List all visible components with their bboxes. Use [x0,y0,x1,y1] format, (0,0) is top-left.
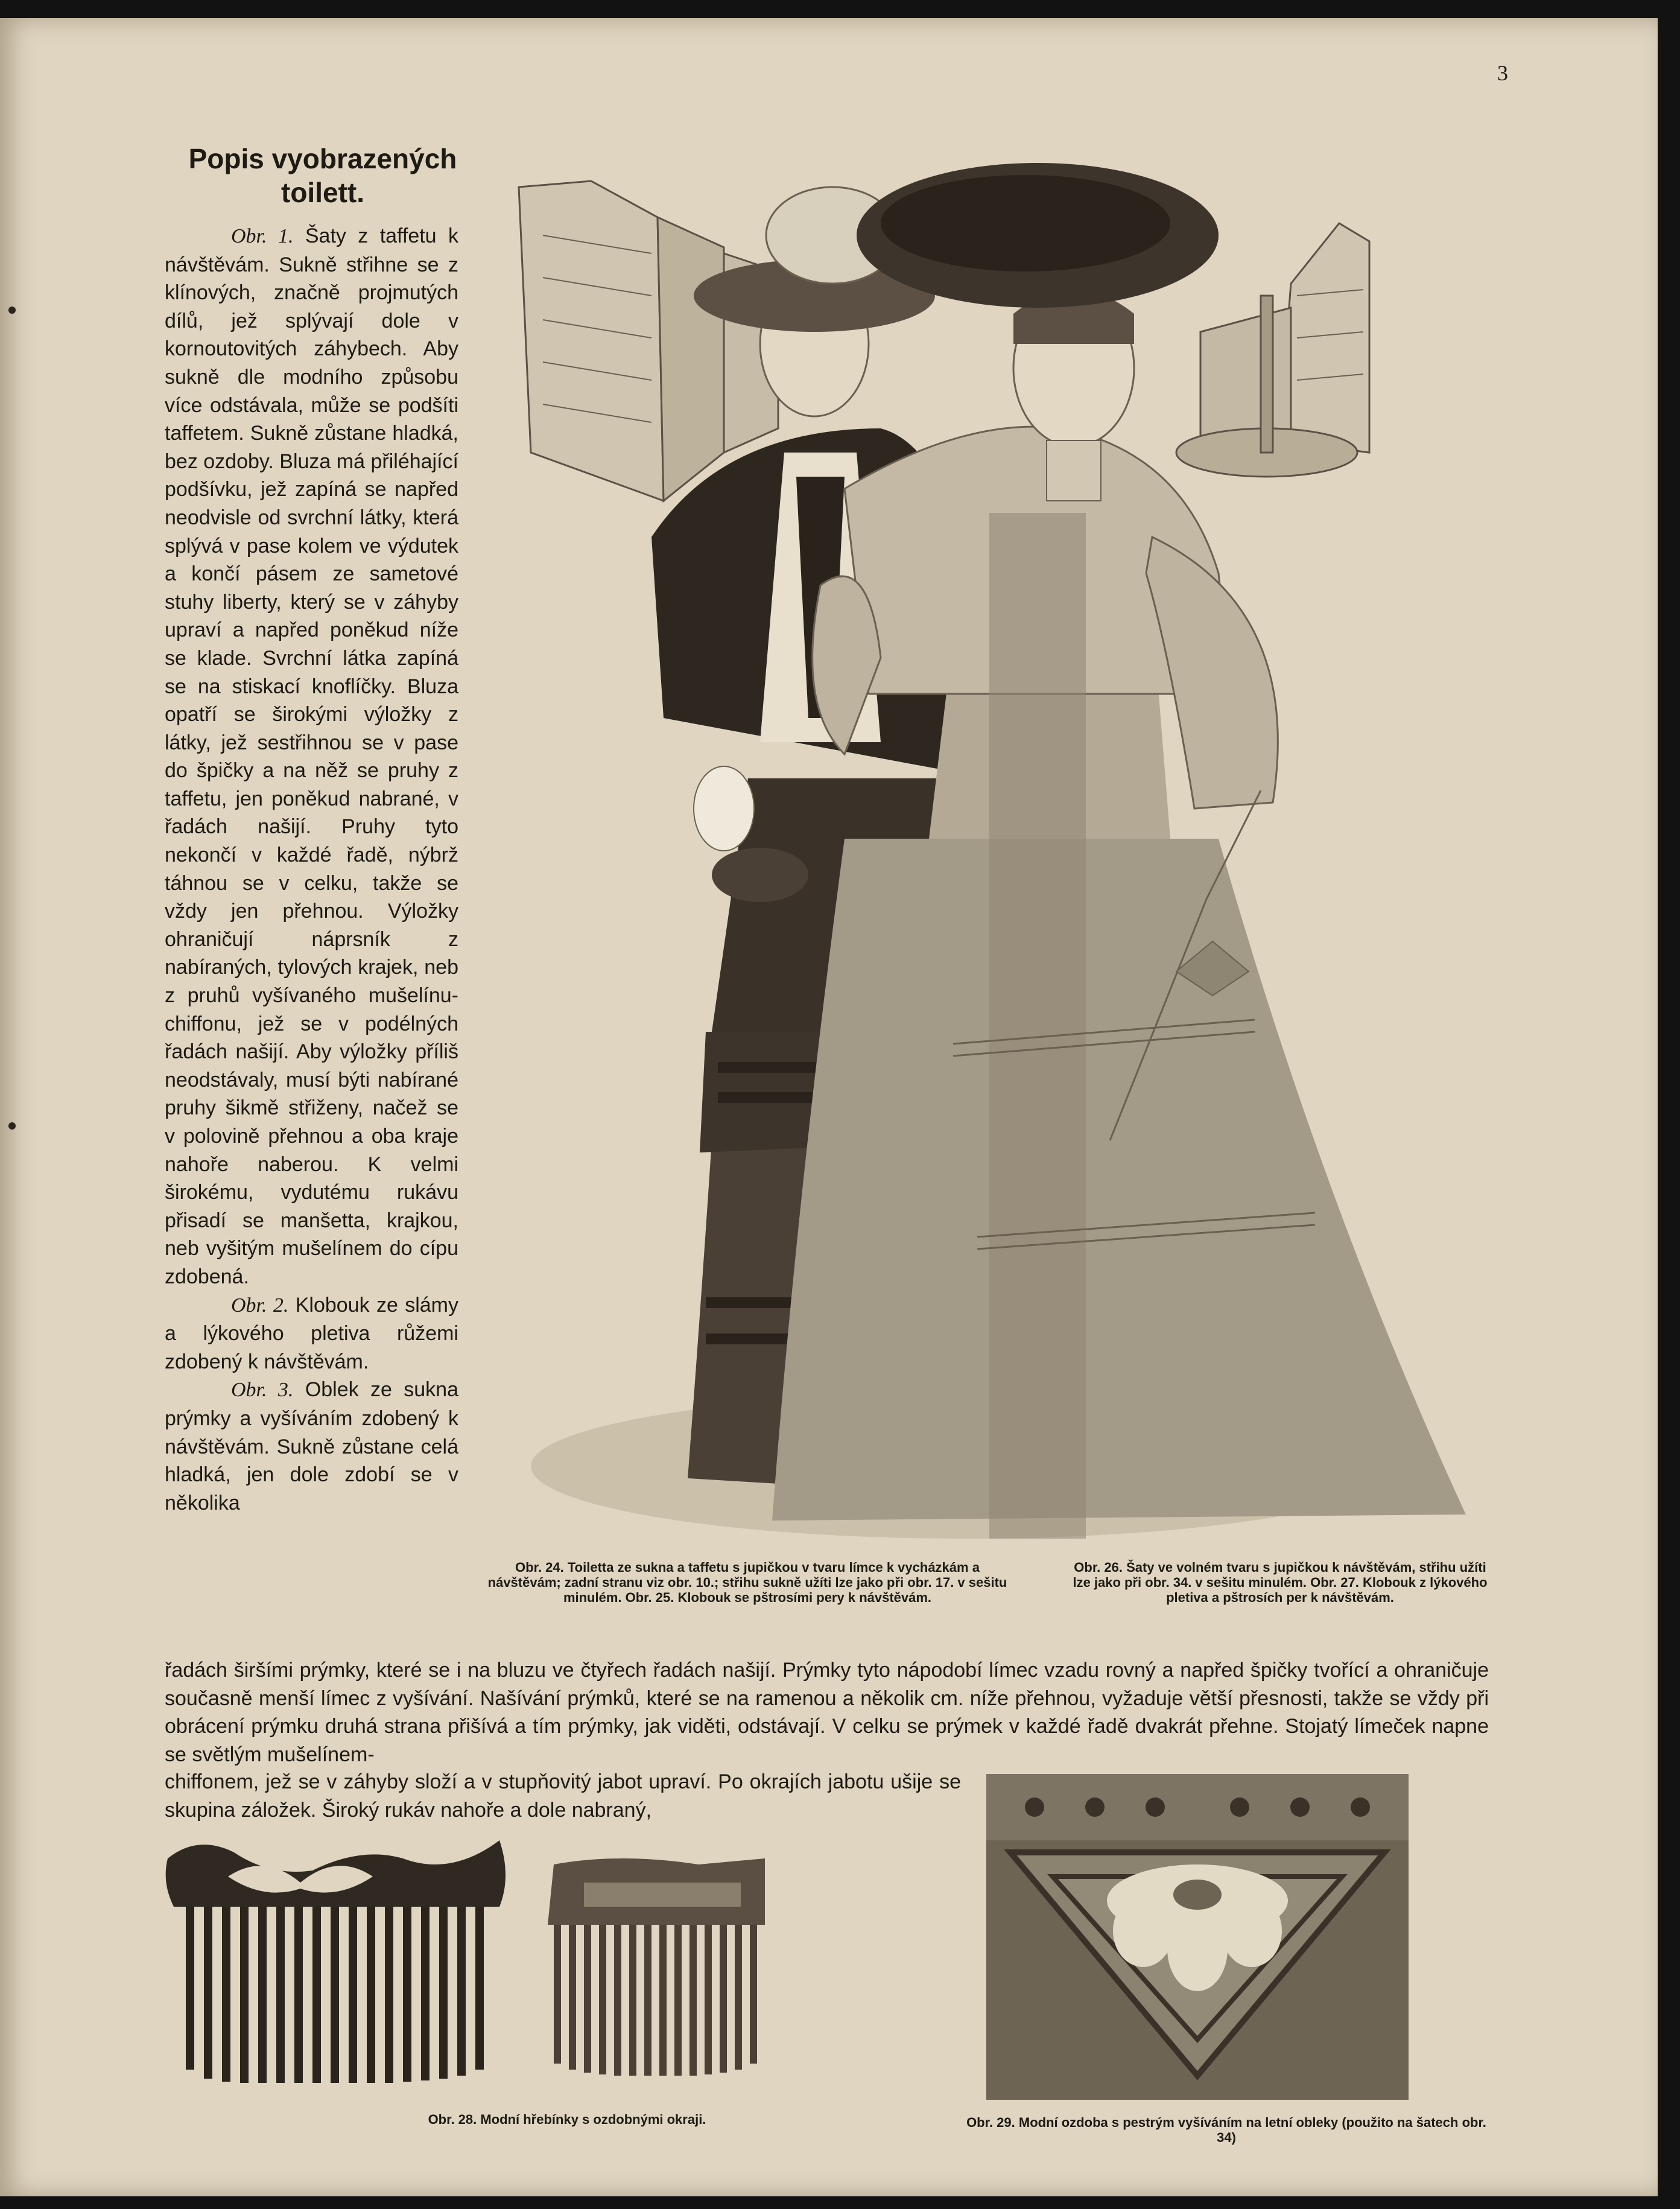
margin-mark [8,307,16,314]
margin-mark [8,1122,16,1130]
full-width-text [165,1656,1489,1769]
fig3-label: Obr. 3. [231,1379,294,1402]
fig3-text: Oblek ze sukna prýmky a vyšíváním zdobený k návštěvám. Sukně zůstane celá hladká, jen dole zdobí se v několika [165,1378,458,1515]
caption-fig29: Obr. 29. Modní ozdoba s pestrým vyšíváním na letní obleky (použito na šatech obr. 34) [966,2115,1486,2145]
fig3-description [165,1376,458,1517]
page-number: 3 [1497,61,1508,85]
fashion-illustration [507,115,1472,1551]
fig1-text: Šaty z taffetu k návštěvám. Sukně střihne se z klínových, značně projmutých dílů, jež splývají dole v kornoutovitých záhybech. Aby sukně dle modního způsobu více odstávala, může se podšíti taffetem. Sukně zůstane hladká, bez ozdoby. Bluza má přiléhající podšívku, jež zapíná se napřed neodvisle od svrchní látky, která splývá v pase kolem ve výdutek a končí pásem ze sametové stuhy liberty, který se v záhyby upraví a napřed poněkud níže se klade. Svrchní látka zapíná se na stiskací knoflíčky. Bluza opatří se širokými výložky z látky, jež sestřihnou se v pase do špičky a na něž se pruhy z taffetu, jen poněkud nabrané, v řadách našijí. Pruhy tyto nekončí v každé řadě, nýbrž táhnou se v celku, takže se vždy jen přehnou. Výložky ohraničují náprsník z nabíraných, tylových krajek, neb z pruhů vyšívaného mušelínu-chiffonu, jež se v podélných řadách našijí. Aby výložky příliš neodstávaly, musí býti nabírané pruhy šikmě střiženy, načež se v polovině přehnou a oba kraje nahoře naberou. K velmi širokému, vydutému rukávu přisadí se manšetta, krajkou, neb vyšitým mušelínem do cípu zdobená. [165,224,458,1288]
comb-right [548,1858,765,2076]
narrow-text [165,1768,961,1824]
fig1-description [165,222,458,1291]
caption-fig28: Obr. 28. Modní hřebínky s ozdobnými okraji. [428,2112,706,2127]
fig2-label: Obr. 2. [231,1294,289,1317]
page-heading: Popis vyobrazených toilett. [188,143,457,208]
caption-fig24-25: Obr. 24. Toiletta ze sukna a taffetu s jupičkou v tvaru límce k vycházkám a návštěvám; zadní stranu viz obr. 10.; střihu sukně užíti lze jako při obr. 17. v sešitu minulém. Obr. 25. Klobouk se pštrosími pery k návštěvám. [487,1560,1007,1605]
caption-fig26-27: Obr. 26. Šaty ve volném tvaru s jupičkou k návštěvám, střihu užíti lze jako při obr. 34. v sešitu minulém. Obr. 27. Klobouk z lýkového pletiva a pštrosích per k návštěvám. [1073,1560,1488,1605]
fig1-label: Obr. 1. [231,225,294,247]
full-width-paragraph: řadách širšími prýmky, které se i na bluzu ve čtyřech řadách našijí. Prýmky tyto nápodobí límec vzadu rovný a napřed špičky tvořící a ohraničuje současně menší límec z vyšívání. Našívání prýmků, které se na ramenou a několik cm. níže přehnou, vyžaduje větší přesnosti, takže se vždy při obrácení prýmku druhá strana přišívá a tím prýmky, jak viděti, odstávají. V celku se prýmek v každé řadě dvakrát přehne. Stojatý límeček napne se světlým mušelínem- [165,1659,1489,1766]
comb-left [166,1840,506,2083]
narrow-paragraph: chiffonem, jež se v záhyby složí a v stupňovitý jabot upraví. Po okrajích jabotu ušije se skupina záložek. Široký rukáv nahoře a dole nabraný, [165,1770,961,1822]
combs-illustration [162,1834,861,2088]
left-column-text [165,222,458,1517]
magazine-page [0,18,1658,2196]
embroidery-illustration [986,1774,1409,2100]
fig2-description [165,1291,458,1376]
fig2-text: Klobouk ze slámy a lýkového pletiva růžemi zdobený k návštěvám. [165,1293,458,1373]
